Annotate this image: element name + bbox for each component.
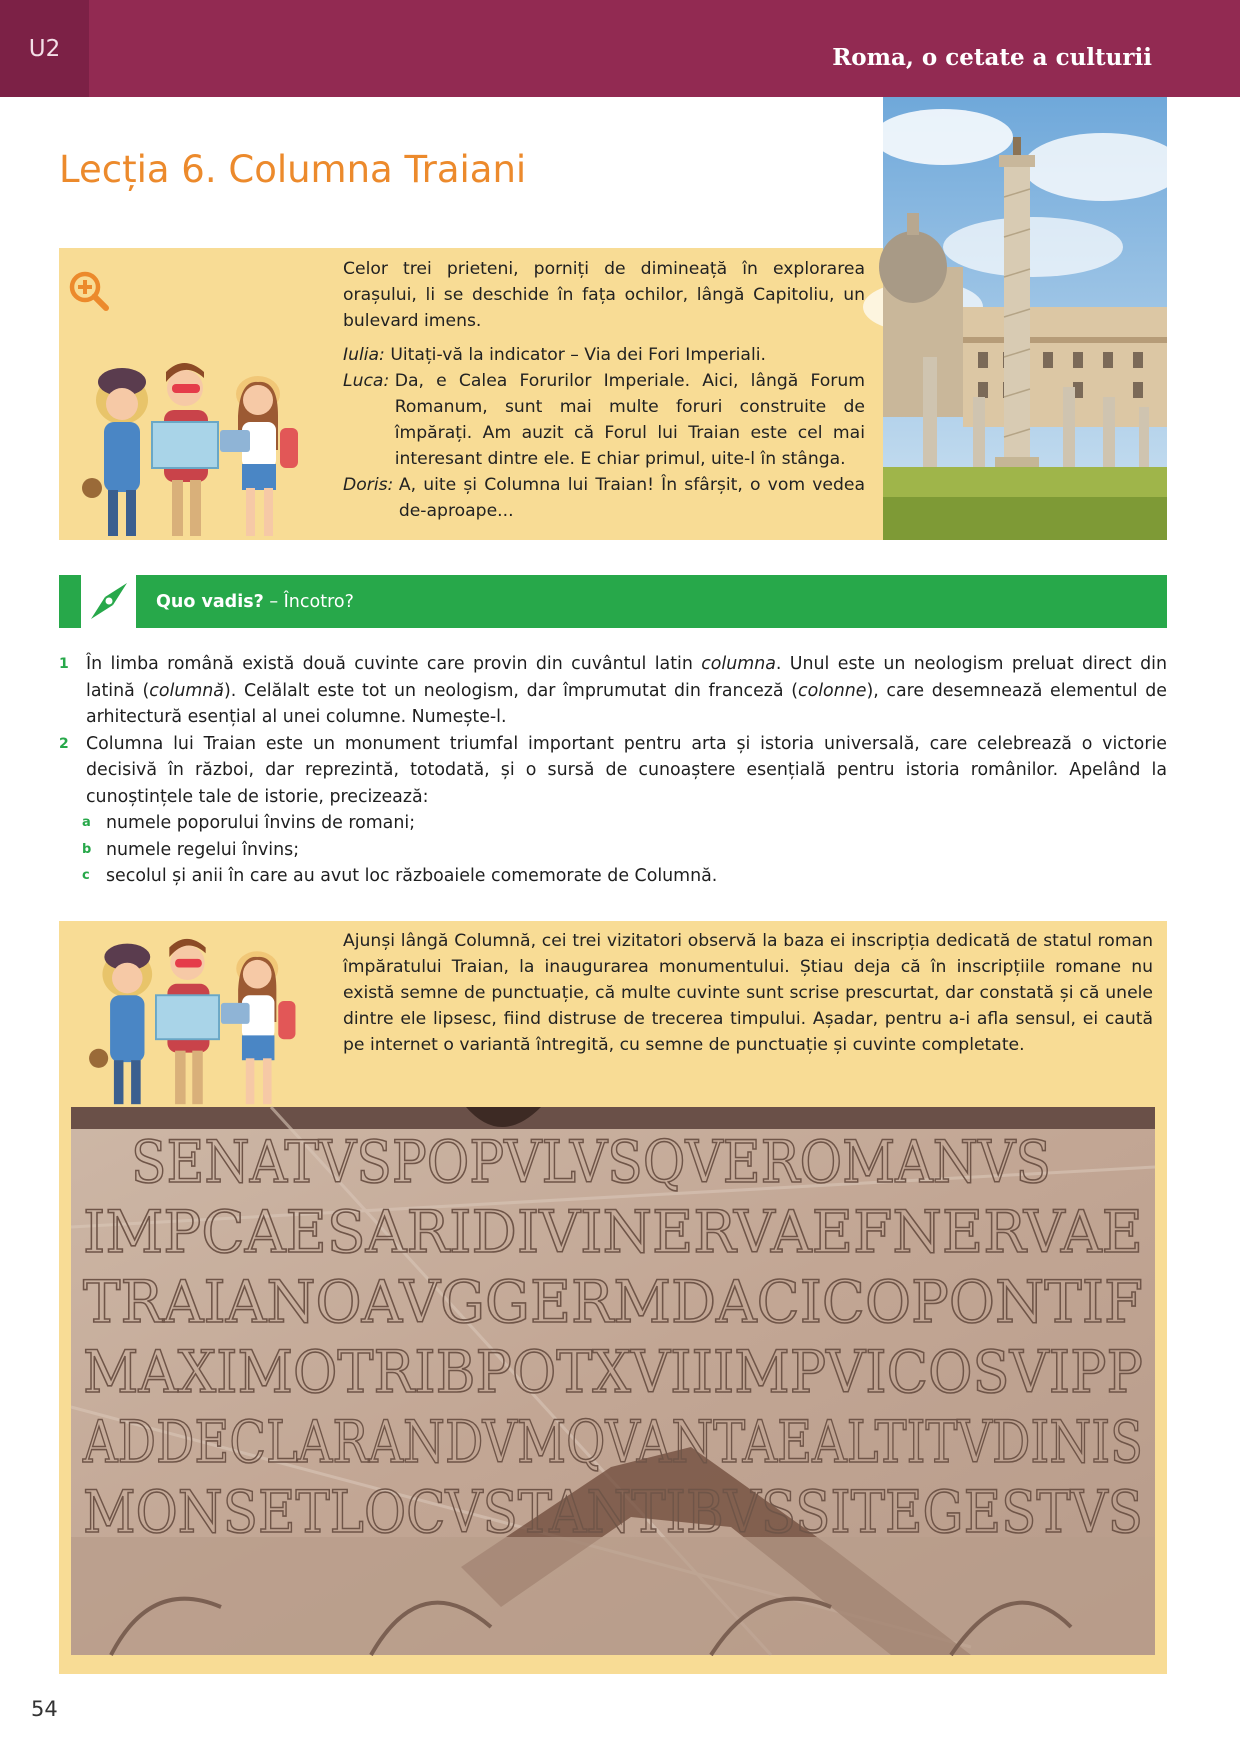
sub-item-text: numele regelui învins;: [106, 839, 300, 860]
inscription-line: MONSETLOCVSTANTIBVSSITEGESTVS: [83, 1478, 1143, 1546]
sub-item-letter: a: [82, 815, 91, 830]
quo-vadis-title: Quo vadis?: [156, 591, 264, 612]
story-2-text: Ajunși lângă Columnă, cei trei vizitatori observă la baza ei inscripția dedicată de statul roman împăratului Traian, la inaugurarea monumentului. Știau deja că în inscripțiile romane nu există semne de punctuație, că multe cuvinte sunt scrise prescurtat, dar constată și că unele dintre ele lipsesc, fiind distruse de trecerea timpului. Așadar, pentru a-i afla sensul, ei caută pe internet o variantă întregită, cu semne de punctuație și cuvinte completate.: [343, 931, 1153, 1055]
inscription-line: MAXIMOTRIBPOTXVIIIMPVICOSVIPP: [83, 1338, 1143, 1406]
sub-item: [82, 863, 1167, 890]
story-1-intro: Celor trei prieteni, porniți de dimineață în explorarea orașului, li se deschide în fața ochilor, lângă Capitoliu, un bulevard imens.: [343, 259, 865, 331]
speaker: Luca: [343, 371, 384, 391]
exercise-number: 2: [59, 735, 69, 752]
lesson-title: Lecția 6. Columna Traiani: [59, 148, 527, 191]
trajan-column-photo: [883, 97, 1167, 540]
exercise-text: În limba română există două cuvinte care provin din cuvântul latin columna. Unul este un neologism preluat direct din latină (columnă). Celălalt este tot un neologism, dar împrumutat din franceză (colonne), care desemnează elementul de arhitectură esențial al unei columne. Numește-l.: [86, 654, 1168, 727]
dialogue-line: Iulia : Uitați-vă la indicator – Via dei Fori Imperiali.: [343, 342, 865, 368]
inscription-line: SENATVSPOPVLVSQVEROMANVS: [131, 1128, 1051, 1196]
quo-vadis-bar: [136, 575, 1167, 628]
unit-label: U2: [0, 0, 89, 97]
dialogue-text: Uitați-vă la indicator – Via dei Fori Imperiali.: [390, 345, 766, 365]
exercise-number: 1: [59, 656, 69, 672]
sub-item-letter: b: [82, 841, 92, 857]
exercise-1: [59, 651, 1167, 731]
exercise-2: [59, 731, 1167, 811]
sub-item: [82, 810, 1167, 837]
sub-item-letter: c: [82, 868, 90, 883]
kids-illustration: [80, 360, 312, 540]
sub-item: [82, 837, 1167, 864]
speaker: Doris: [343, 475, 388, 495]
dialogue-text: A, uite și Columna lui Traian! În sfârșit, o vom vedea de-aproape...: [398, 475, 865, 521]
unit-title: Roma, o cetate a culturii: [832, 44, 1152, 71]
inscription-line: TRAIANOAVGGERMDACICOPONTIF: [83, 1268, 1143, 1336]
kids-illustration: [86, 936, 310, 1108]
section-marker: [59, 575, 81, 628]
speaker: Iulia: [343, 345, 380, 365]
dialogue-line: Doris : A, uite și Columna lui Traian! În sfârșit, o vom vedea de-aproape...: [343, 472, 865, 524]
sub-item-text: numele poporului învins de romani;: [106, 813, 416, 833]
dialogue-line: Luca : Da, e Calea Forurilor Imperiale. Aici, lângă Forum Romanum, sunt mai multe foruri construite de împărați. Am auzit că Forul lui Traian este cel mai interesant dintre ele. E chiar primul, uite-l în stânga.: [343, 368, 865, 472]
story-1-text: [343, 256, 865, 524]
exercise-list: [59, 651, 1167, 890]
dialogue-text: Da, e Calea Forurilor Imperiale. Aici, lângă Forum Romanum, sunt mai multe foruri construite de împărați. Am auzit că Forul lui Traian este cel mai interesant dintre ele. E chiar primul, uite-l în stânga.: [394, 371, 865, 469]
page-number: 54: [31, 1697, 58, 1721]
inscription-photo: [71, 1107, 1155, 1655]
quo-vadis-subtitle: – Încotro?: [263, 591, 354, 612]
exercise-text: Columna lui Traian este un monument triumfal important pentru arta și istoria universală, care celebrează o victorie decisivă în război, dar reprezintă, totodată, și o sursă de cunoaștere esențială pentru istoria românilor. Apelând la cunoștințele tale de istorie, precizează:: [86, 733, 1167, 807]
compass-icon-box: [81, 575, 136, 628]
zoom-in-icon: [68, 270, 110, 312]
sub-item-text: secolul și anii în care au avut loc războaiele comemorate de Columnă.: [106, 866, 718, 886]
compass-icon: [87, 579, 131, 623]
inscription-line: IMPCAESARIDIVINERVAEFNERVAE: [83, 1198, 1143, 1266]
inscription-line: ADDECLARANDVMQVANTAEALTITVDINIS: [82, 1408, 1143, 1476]
